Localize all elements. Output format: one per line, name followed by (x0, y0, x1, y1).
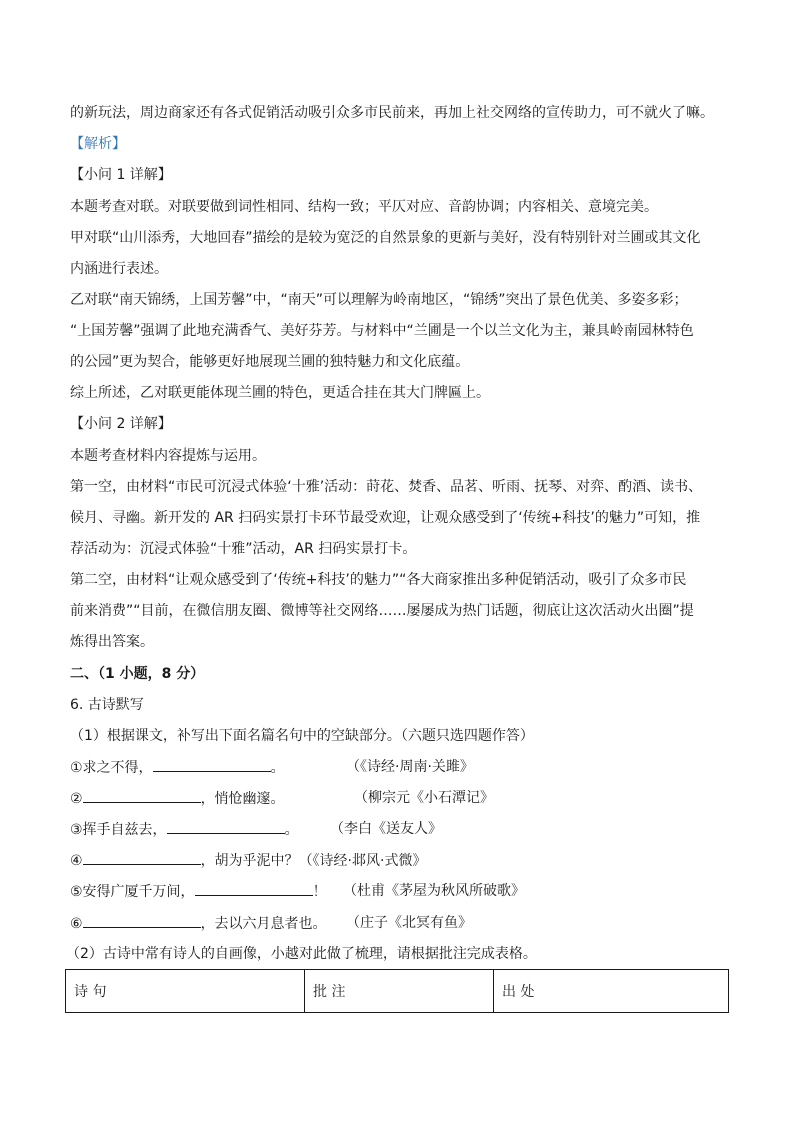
question-part-2: （2）古诗中常有诗人的自画像，小越对此做了梳理，请根据批注完成表格。 (66, 946, 537, 962)
poem-line-1 (70, 757, 285, 778)
paragraph-line: 乙对联“南天锦绣，上国芳馨”中，“南天”可以理解为岭南地区，“锦绣”突出了景色优美、多姿多彩； (70, 292, 688, 308)
answer-blank[interactable] (153, 757, 271, 772)
paragraph-line: 荐活动为：沉浸式体验“十雅”活动，AR 扫码实景打卡。 (70, 541, 417, 557)
table-header-cell: 诗 句 (66, 970, 305, 1013)
poem-source: （《诗经·邶风·式微》 (298, 853, 427, 869)
paragraph-line: 的公园”更为契合，能够更好地展现兰圃的独特魅力和文化底蕴。 (70, 354, 470, 370)
paragraph-line: 前来消费”“目前，在微信朋友圈、微博等社交网络……屡屡成为热门话题，彻底让这次活动火出圈”提 (70, 603, 694, 619)
poem-before: ⑤安得广厦千万间， (70, 884, 195, 900)
paragraph-line: 第一空，由材料“市民可沉浸式体验‘十雅’活动：莳花、焚香、品茗、听雨、抚琴、对弈、酌酒、读书、 (70, 479, 703, 495)
table-header-cell: 出 处 (494, 970, 729, 1013)
question-instruction: （1）根据课文，补写出下面名篇名句中的空缺部分。（六题只选四题作答） (70, 728, 534, 744)
poem-after: ，胡为乎泥中？ (200, 853, 299, 869)
poem-before: ④ (70, 853, 83, 869)
poem-before: ③挥手自兹去， (70, 822, 167, 838)
section-heading: 二、（1 小题，8 分） (70, 666, 205, 682)
poem-line-3 (70, 819, 299, 840)
poem-source: （杜甫《茅屋为秋风所破歌》 (343, 883, 525, 899)
paragraph-line: 候月、寻幽。新开发的 AR 扫码实景打卡环节最受欢迎，让观众感受到了‘传统+科技’的魅力”可知，推 (70, 510, 701, 526)
paragraph-line: 本题考查对联。对联要做到词性相同、结构一致；平仄对应、音韵协调；内容相关、意境完美。 (70, 199, 658, 215)
poem-after: ，悄怆幽邃。 (200, 791, 285, 807)
poem-after: 。 (284, 822, 299, 838)
poem-source: （柳宗元《小石潭记》 (354, 790, 494, 806)
paragraph-line: 炼得出答案。 (70, 634, 154, 650)
answer-blank[interactable] (83, 788, 201, 803)
poem-before: ⑥ (70, 916, 83, 932)
subquestion-2-heading: 【小问 2 详解】 (70, 416, 172, 432)
poem-source: （庄子《北冥有鱼》 (346, 915, 472, 931)
poem-line-6 (70, 913, 327, 934)
paragraph-line: “上国芳馨”强调了此地充满香气、美好芬芳。与材料中“兰圃是一个以兰文化为主，兼具岭南园林特色 (70, 323, 694, 339)
analysis-heading: 【解析】 (70, 136, 126, 152)
poem-source: （《诗经·周南·关雎》 (346, 759, 474, 775)
answer-blank[interactable] (83, 850, 201, 865)
poem-after: ！ (312, 884, 327, 900)
poem-line-5 (70, 881, 327, 902)
paragraph-line: 综上所述，乙对联更能体现兰圃的特色，更适合挂在其大门牌匾上。 (70, 385, 490, 401)
paragraph-line: 的新玩法，周边商家还有各式促销活动吸引众多市民前来，再加上社交网络的宣传助力，可不就火了嘛。 (70, 105, 714, 121)
poem-after: ，去以六月息者也。 (200, 916, 327, 932)
paragraph-line: 本题考查材料内容提炼与运用。 (70, 448, 266, 464)
poem-line-2 (70, 788, 285, 809)
answer-blank[interactable] (195, 881, 313, 896)
paragraph-line: 甲对联“山川添秀，大地回春”描绘的是较为宽泛的自然景象的更新与美好，没有特别针对兰圃或其文化 (70, 230, 701, 246)
table-header-cell: 批 注 (305, 970, 494, 1013)
poem-before: ①求之不得， (70, 760, 153, 776)
annotation-table (65, 969, 729, 1013)
poem-source: （李白《送友人》 (330, 821, 442, 837)
answer-blank[interactable] (83, 913, 201, 928)
subquestion-1-heading: 【小问 1 详解】 (70, 167, 172, 183)
answer-blank[interactable] (167, 819, 285, 834)
table-header-row (66, 970, 729, 1013)
paragraph-line: 内涵进行表述。 (70, 261, 168, 277)
paragraph-line: 第二空，由材料“让观众感受到了‘传统+科技’的魅力”“各大商家推出多种促销活动，吸引了众多市民 (70, 572, 687, 588)
question-title: 6. 古诗默写 (70, 697, 144, 713)
poem-after: 。 (270, 760, 285, 776)
poem-line-4 (70, 850, 426, 871)
poem-before: ② (70, 791, 83, 807)
